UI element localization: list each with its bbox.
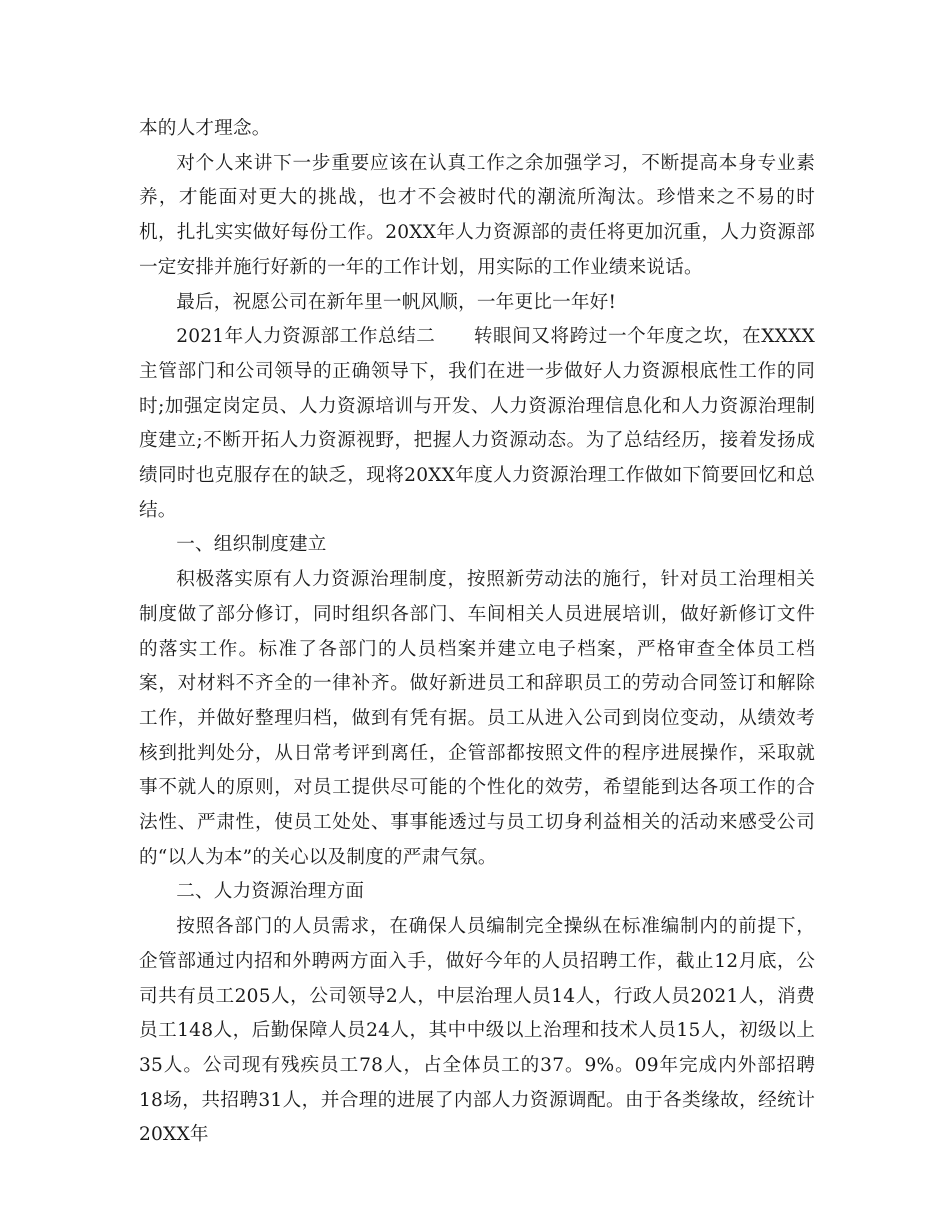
section-heading-organization: 一、组织制度建立: [176, 534, 327, 556]
paragraph-personal-goals: 对个人来讲下一步重要应该在认真工作之余加强学习，不断提高本身专业素养，才能面对更大的挑战，也才不会被时代的潮流所淘汰。珍惜来之不易的时机，扎扎实实做好每份工作。20XX年人力资源部的责任将更加沉重，人力资源部一定安排并施行好新的一年的工作计划，用实际的工作业绩来说话。: [139, 152, 815, 278]
paragraph-hr-management: 按照各部门的人员需求，在确保人员编制完全操纵在标准编制内的前提下，企管部通过内招和外聘两方面入手，做好今年的人员招聘工作，截止12月底，公司共有员工205人，公司领导2人，中层治理人员14人，行政人员2021人，消费员工148人，后勤保障人员24人，其中中级以上治理和技术人员15人，初级以上35人。公司现有残疾员工78人，占全体员工的37。9%。09年完成内外部招聘18场，共招聘31人，并合理的进展了内部人力资源调配。由于各类缘故，经统计20XX年: [139, 916, 815, 1146]
paragraph-summary-two: [139, 320, 815, 528]
paragraph-organization: 积极落实原有人力资源治理制度，按照新劳动法的施行，针对员工治理相关制度做了部分修订，同时组织各部门、车间相关人员进展培训，做好新修订文件的落实工作。标准了各部门的人员档案并建立电子档案，严格审查全体员工档案，对材料不齐全的一律补齐。做好新进员工和辞职员工的劳动合同签订和解除工作，并做好整理归档，做到有凭有据。员工从进入公司到岗位变动，从绩效考核到批判处分，从日常考评到离任，企管部都按照文件的程序进展操作，采取就事不就人的原则，对员工提供尽可能的个性化的效劳，希望能到达各项工作的合法性、严肃性，使员工处处、事事能透过与员工切身利益相关的活动来感受公司的“以人为本”的关心以及制度的严肃气氛。: [139, 569, 815, 868]
paragraph-closing-wish: 最后，祝愿公司在新年里一帆风顺，一年更比一年好!: [176, 291, 617, 313]
document-body: [139, 112, 815, 1153]
section-heading-summary-two: 2021年人力资源部工作总结二: [176, 326, 436, 348]
summary-two-body: 转眼间又将跨过一个年度之坎，在XXXX主管部门和公司领导的正确领导下，我们在进一步做好人力资源根底性工作的同时;加强定岗定员、人力资源培训与开发、人力资源治理信息化和人力资源治理制度建立;不断开拓人力资源视野，把握人力资源动态。为了总结经历，接着发扬成绩同时也克服存在的缺乏，现将20XX年度人力资源治理工作做如下简要回忆和总结。: [139, 326, 815, 521]
paragraph-continuation: 本的人才理念。: [139, 118, 271, 139]
section-heading-hr-management: 二、人力资源治理方面: [176, 881, 365, 903]
